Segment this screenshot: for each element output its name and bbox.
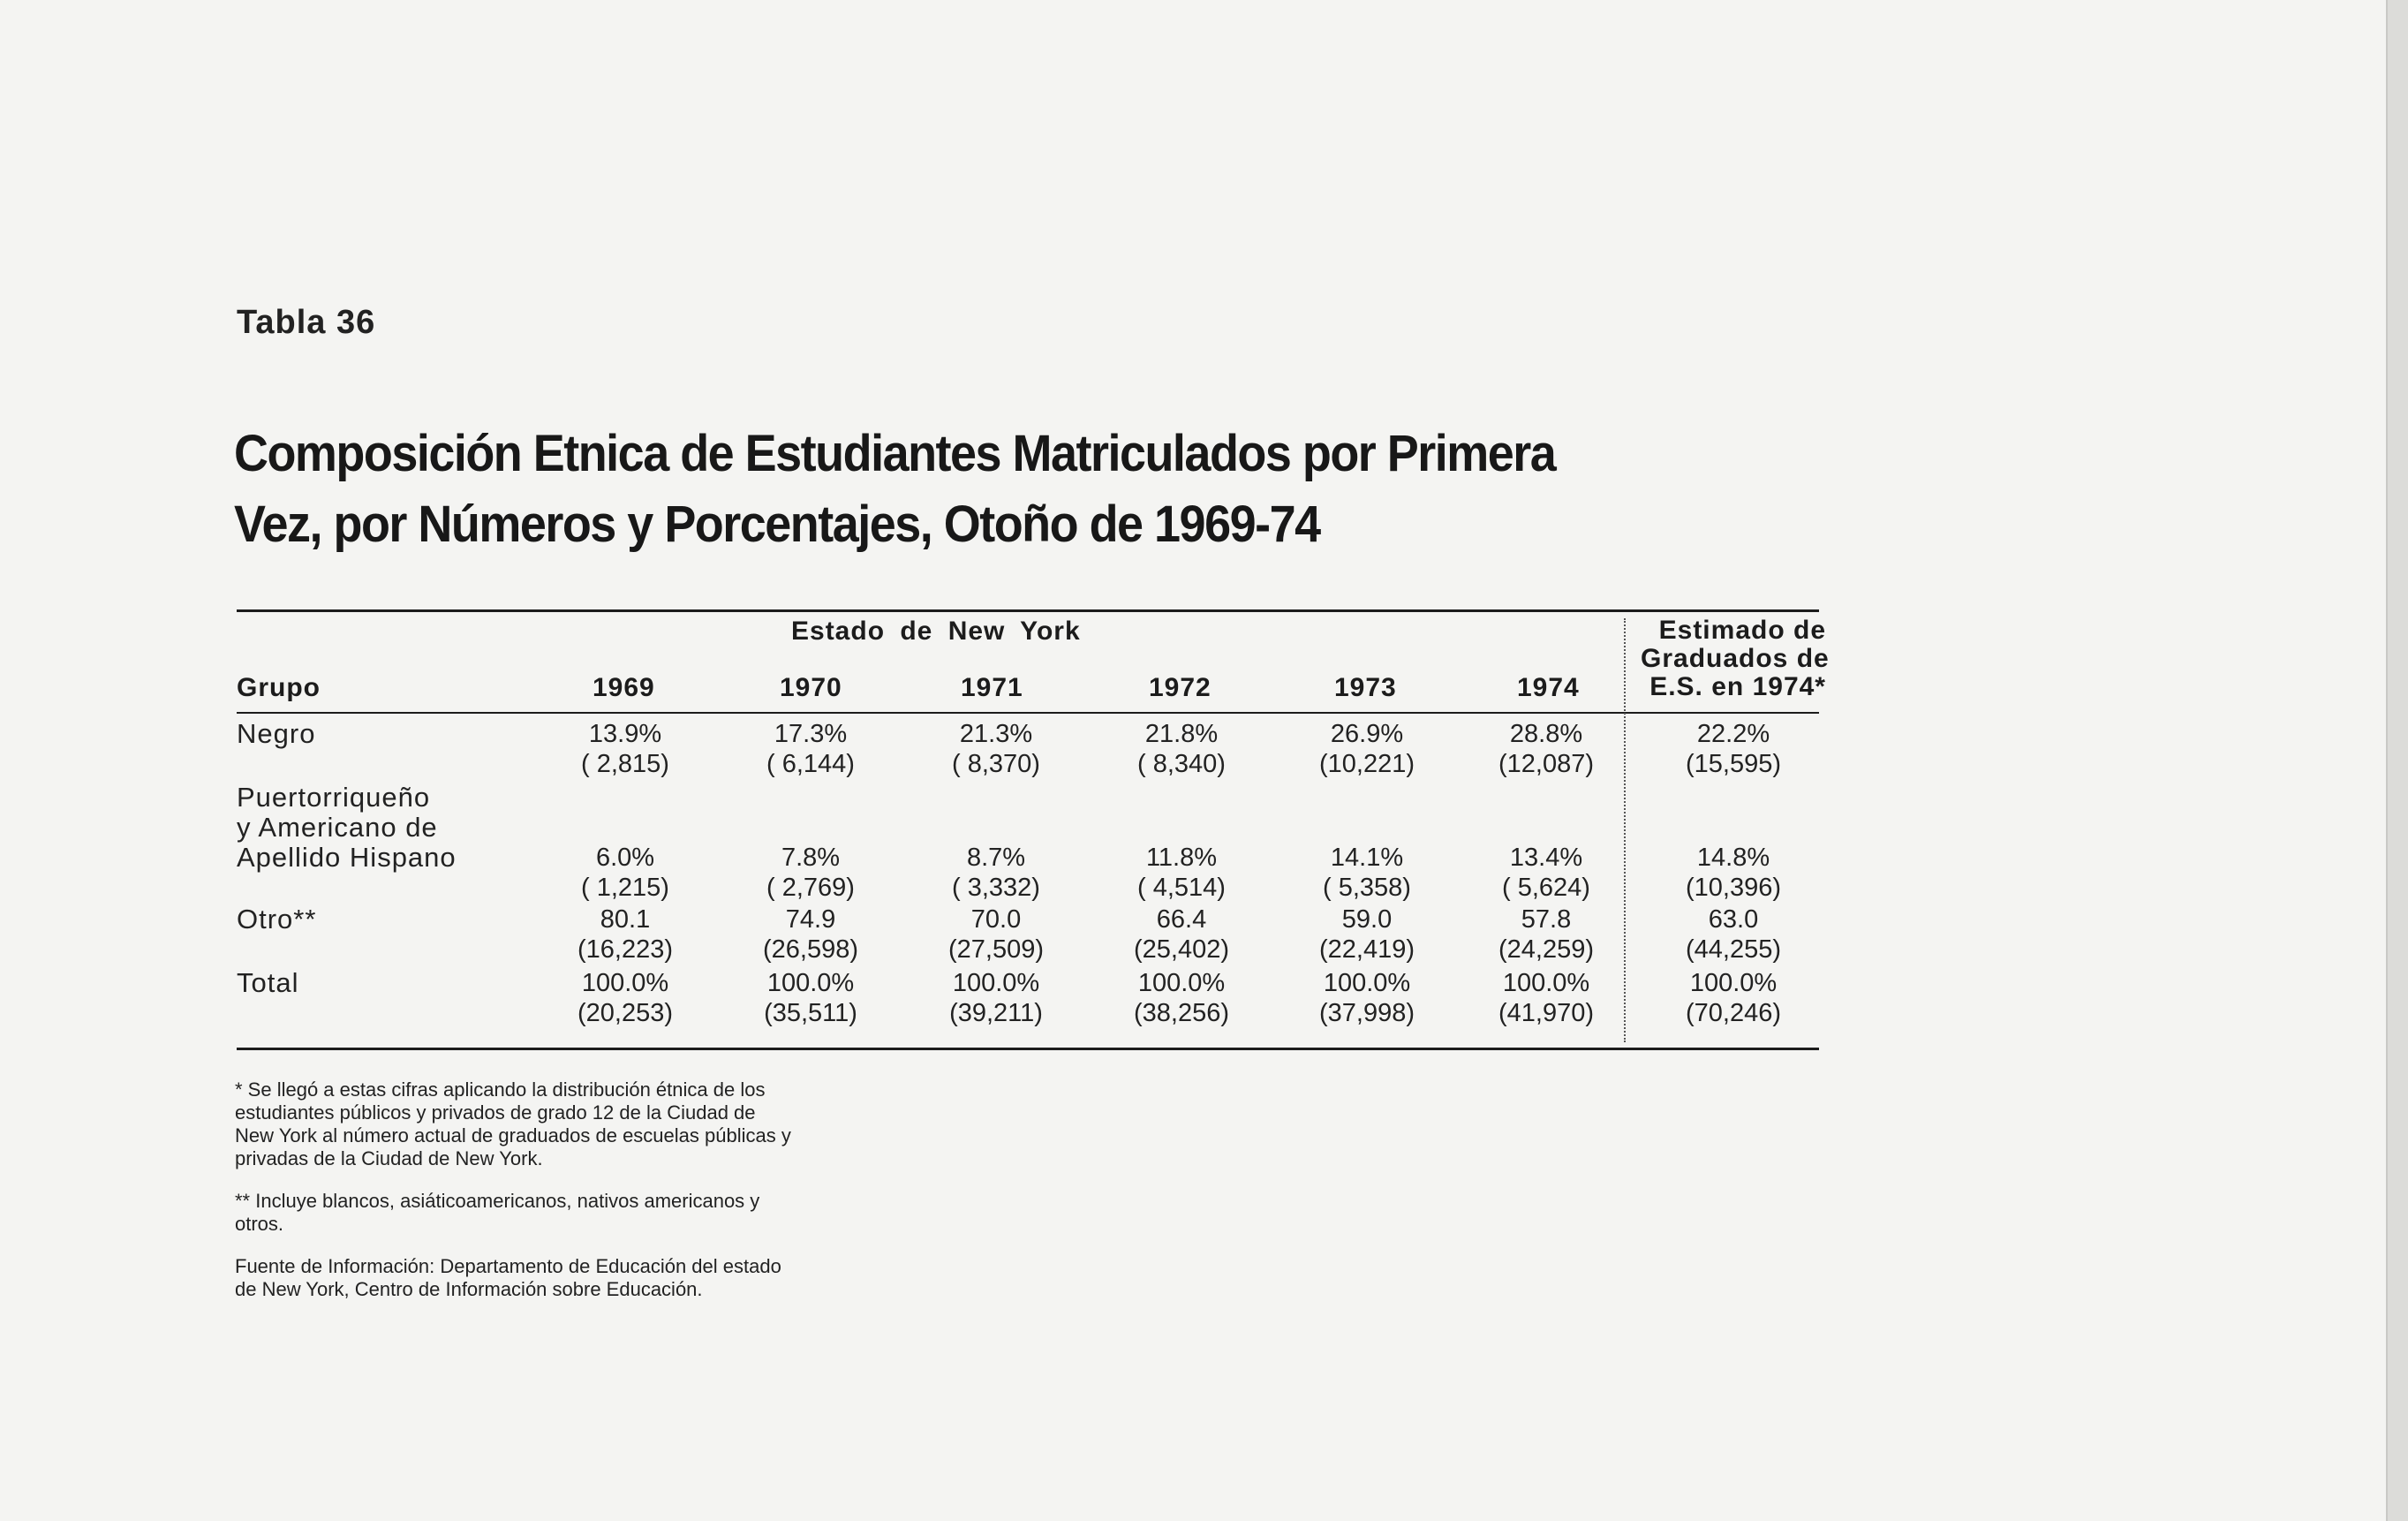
estimate-column-separator <box>1624 618 1626 1042</box>
group-label-line: y Americano de <box>237 812 438 843</box>
percent-value: 17.3% <box>774 720 848 748</box>
percent-value: 100.0% <box>581 969 669 997</box>
count-value: ( 1,215) <box>581 874 669 902</box>
percent-value: 63.0 <box>1708 905 1759 934</box>
count-value: (39,211) <box>949 999 1043 1027</box>
group-label-puertorriqueno <box>237 783 457 873</box>
percent-value: 57.8 <box>1521 905 1572 934</box>
percent-value: 100.0% <box>952 969 1040 997</box>
table-header-rule <box>237 712 1819 714</box>
table-cell <box>1667 904 1800 965</box>
percent-value: 66.4 <box>1156 905 1207 934</box>
group-label-line: Negro <box>237 718 316 749</box>
table-title-line-2: Vez, por Números y Porcentajes, Otoño de 1969-74 <box>234 496 1320 553</box>
percent-value: 100.0% <box>1502 969 1590 997</box>
percent-value: 80.1 <box>600 905 651 934</box>
year-header-1970: 1970 <box>780 673 842 702</box>
estimate-header-line-2: Graduados de <box>1641 644 1830 673</box>
table-cell <box>744 968 877 1028</box>
count-value: (26,598) <box>762 935 858 964</box>
table-bottom-rule <box>237 1048 1819 1050</box>
table-cell <box>744 719 877 779</box>
state-header: Estado de New York <box>791 617 1081 646</box>
count-value: (41,970) <box>1498 999 1594 1027</box>
count-value: (24,259) <box>1498 935 1594 964</box>
percent-value: 59.0 <box>1341 905 1393 934</box>
table-cell <box>930 719 1062 779</box>
table-cell <box>1480 968 1612 1028</box>
count-value: ( 8,370) <box>952 750 1040 778</box>
estimate-header <box>1641 616 1830 701</box>
count-value: (15,595) <box>1685 750 1781 778</box>
year-header-1969: 1969 <box>593 673 655 702</box>
count-value: ( 2,769) <box>766 874 855 902</box>
count-value: ( 2,815) <box>581 750 669 778</box>
table-cell <box>559 843 691 903</box>
table-cell <box>559 904 691 965</box>
table-number-label: Tabla 36 <box>237 304 376 341</box>
count-value: ( 8,340) <box>1137 750 1226 778</box>
table-cell <box>1301 843 1433 903</box>
table-cell <box>1480 719 1612 779</box>
table-cell <box>1115 968 1248 1028</box>
group-label-negro <box>237 719 315 749</box>
table-cell <box>559 968 691 1028</box>
percent-value: 22.2% <box>1696 720 1770 748</box>
count-value: (37,998) <box>1318 999 1415 1027</box>
year-header-1974: 1974 <box>1517 673 1580 702</box>
table-top-rule <box>237 609 1819 612</box>
group-label-otro <box>237 904 316 935</box>
count-value: (38,256) <box>1133 999 1229 1027</box>
table-cell <box>1480 843 1612 903</box>
percent-value: 14.1% <box>1330 844 1404 872</box>
table-cell <box>1115 843 1248 903</box>
percent-value: 100.0% <box>1689 969 1778 997</box>
count-value: ( 4,514) <box>1137 874 1226 902</box>
count-value: (20,253) <box>577 999 673 1027</box>
percent-value: 74.9 <box>785 905 836 934</box>
table-cell <box>1115 719 1248 779</box>
count-value: (25,402) <box>1133 935 1229 964</box>
count-value: ( 3,332) <box>952 874 1040 902</box>
group-label-line: Total <box>237 967 299 998</box>
footnotes <box>235 1078 791 1320</box>
table-cell <box>744 904 877 965</box>
count-value: ( 5,624) <box>1502 874 1590 902</box>
table-cell <box>930 968 1062 1028</box>
footnote-estimate: * Se llegó a estas cifras aplicando la distribución étnica de los estudiantes públicos y privados de grado 12 de la Ciudad de New York al número actual de graduados de escuelas públicas y privadas de la Ciudad de New York. <box>235 1078 791 1169</box>
percent-value: 100.0% <box>1323 969 1411 997</box>
percent-value: 13.9% <box>588 720 662 748</box>
percent-value: 28.8% <box>1509 720 1583 748</box>
percent-value: 13.4% <box>1509 844 1583 872</box>
table-cell <box>1667 843 1800 903</box>
table-cell <box>559 719 691 779</box>
table-cell <box>1301 904 1433 965</box>
group-label-line: Puertorriqueño <box>237 782 431 813</box>
table-cell <box>1301 719 1433 779</box>
table-cell <box>930 904 1062 965</box>
count-value: (10,221) <box>1318 750 1415 778</box>
table-cell <box>744 843 877 903</box>
count-value: ( 6,144) <box>766 750 855 778</box>
percent-value: 26.9% <box>1330 720 1404 748</box>
source-note: Fuente de Información: Departamento de Educación del estado de New York, Centro de Información sobre Educación. <box>235 1255 781 1300</box>
table-cell <box>1301 968 1433 1028</box>
enrollment-table <box>237 609 1830 1051</box>
percent-value: 7.8% <box>781 844 841 872</box>
count-value: (44,255) <box>1685 935 1781 964</box>
count-value: (22,419) <box>1318 935 1415 964</box>
percent-value: 100.0% <box>766 969 855 997</box>
percent-value: 21.3% <box>959 720 1033 748</box>
percent-value: 11.8% <box>1145 844 1218 872</box>
count-value: (35,511) <box>764 999 857 1027</box>
percent-value: 6.0% <box>595 844 655 872</box>
estimate-header-line-1: Estimado de <box>1658 616 1826 645</box>
percent-value: 14.8% <box>1696 844 1770 872</box>
count-value: (27,509) <box>947 935 1044 964</box>
year-header-1973: 1973 <box>1334 673 1397 702</box>
table-cell <box>930 843 1062 903</box>
estimate-header-line-3: E.S. en 1974* <box>1649 672 1826 701</box>
table-title-line-1: Composición Etnica de Estudiantes Matriculados por Primera <box>234 425 1556 482</box>
footnote-other: ** Incluye blancos, asiáticoamericanos, nativos americanos y otros. <box>235 1190 760 1235</box>
count-value: (12,087) <box>1498 750 1594 778</box>
group-column-header: Grupo <box>237 673 321 702</box>
count-value: (10,396) <box>1685 874 1781 902</box>
group-label-line: Apellido Hispano <box>237 842 457 873</box>
percent-value: 100.0% <box>1137 969 1226 997</box>
year-header-1971: 1971 <box>961 673 1023 702</box>
table-cell <box>1115 904 1248 965</box>
percent-value: 21.8% <box>1144 720 1219 748</box>
count-value: (16,223) <box>577 935 673 964</box>
year-header-1972: 1972 <box>1149 673 1212 702</box>
percent-value: 70.0 <box>970 905 1022 934</box>
percent-value: 8.7% <box>966 844 1026 872</box>
table-cell <box>1480 904 1612 965</box>
table-title <box>234 419 1556 560</box>
group-label-line: Otro** <box>237 904 317 935</box>
table-cell <box>1667 719 1800 779</box>
count-value: (70,246) <box>1685 999 1781 1027</box>
page-edge <box>2386 0 2408 1521</box>
table-cell <box>1667 968 1800 1028</box>
count-value: ( 5,358) <box>1323 874 1411 902</box>
group-label-total <box>237 968 298 998</box>
